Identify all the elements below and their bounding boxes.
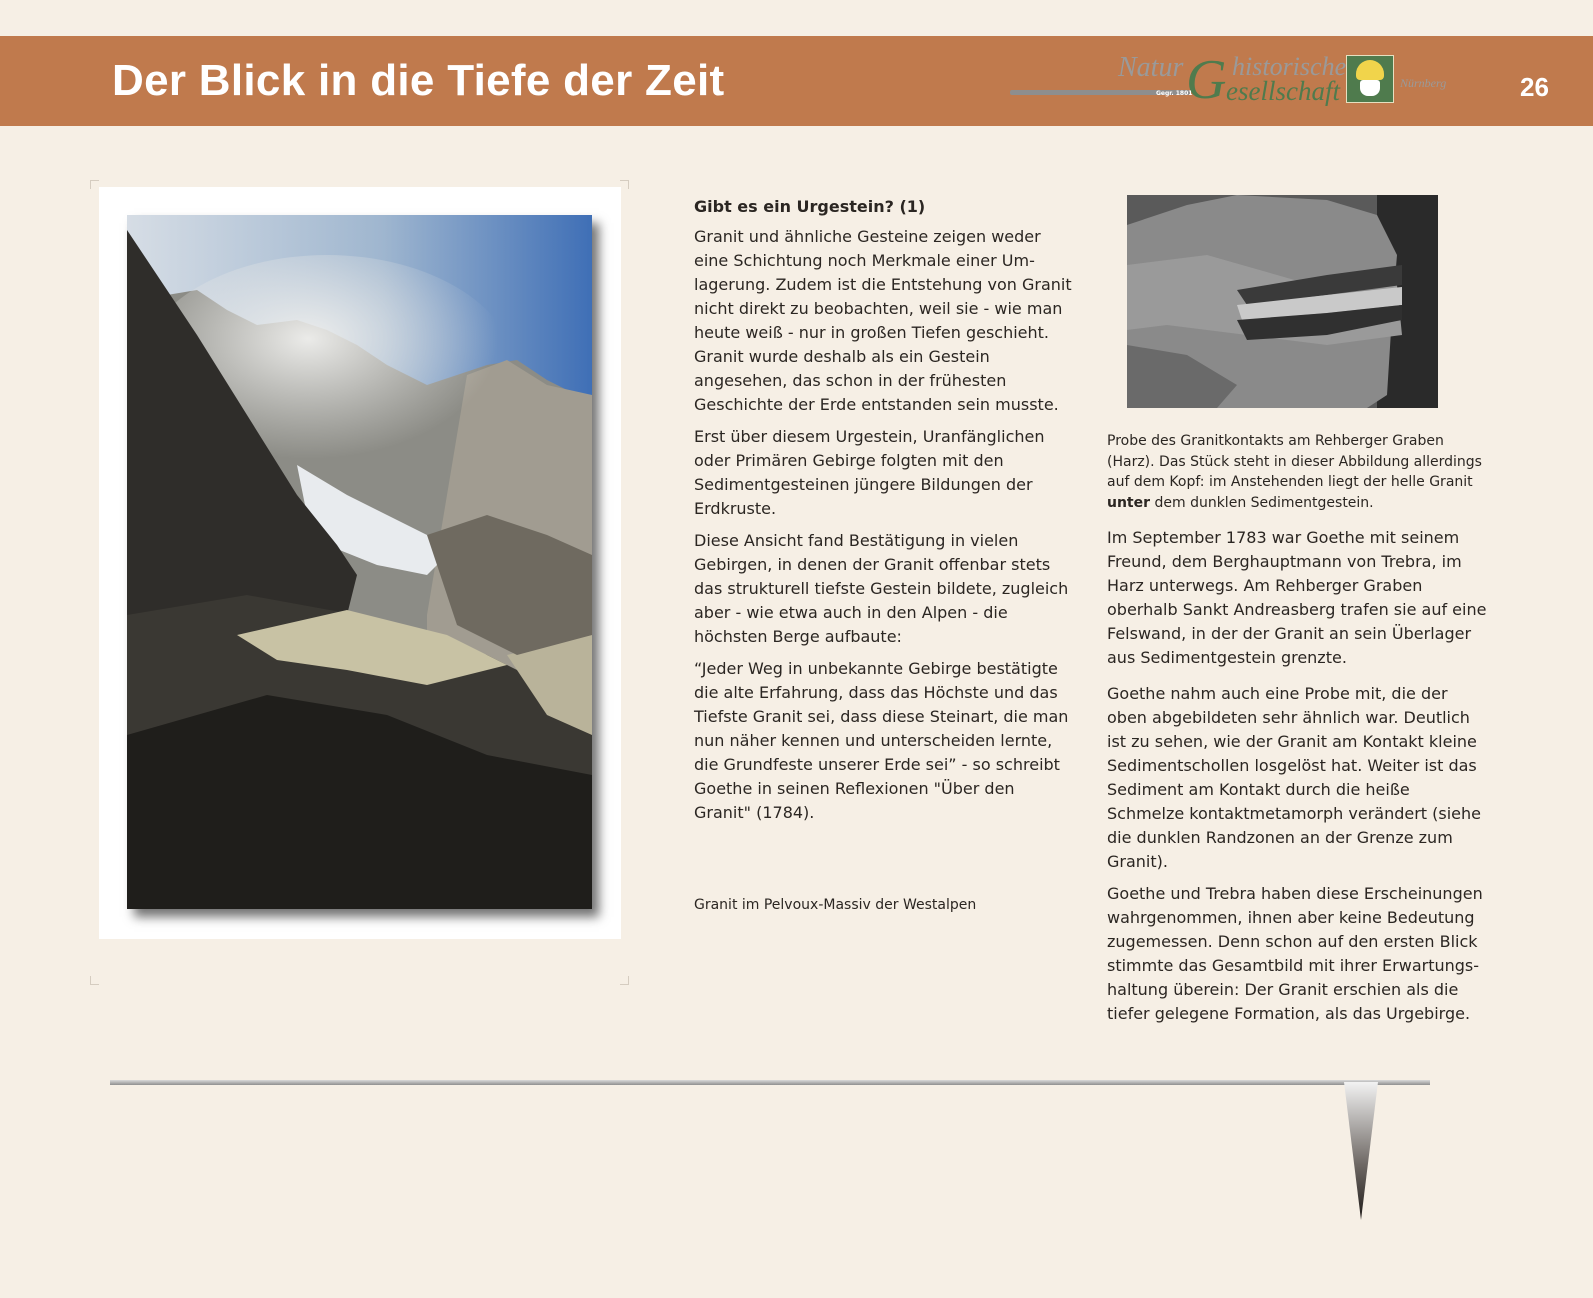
logo-g-letter: G <box>1186 49 1227 111</box>
logo-city: Nürnberg <box>1400 76 1447 90</box>
granite-sample-illustration <box>1127 195 1438 408</box>
rock-caption-text: dem dunklen Sedimentgestein. <box>1150 494 1374 511</box>
mountain-photo-caption: Granit im Pelvoux-Massiv der Westalpen <box>694 897 977 913</box>
crop-mark <box>90 180 99 189</box>
crop-mark <box>620 180 629 189</box>
middle-paragraph: Erst über diesem Urgestein, Uranfänglichen oder Primären Gebirge folgten mit den Sedimentgesteinen jüngere Bildungen der Erdkruste. <box>694 427 1045 518</box>
middle-paragraph: Granit und ähnliche Gesteine zeigen weder eine Schichtung noch Merkmale einer Um-lagerung. Zudem ist die Entstehung von Granit nicht direkt zu beobachten, weil sie - wie man heute weiß - nur in großen Tiefen geschieht. Granit wurde deshalb als ein Gestein angesehen, das schon in der frühesten Geschichte der Erde entstanden sein musste. <box>694 227 1072 414</box>
right-paragraph: Goethe nahm auch eine Probe mit, die der oben abgebildeten sehr ähnlich war. Deutlich ist zu sehen, wie der Granit am Kontakt kleine Sedimentschollen losgelöst hat. Weiter ist das Sediment am Kontakt durch die heiße Schmelze kontaktmetamorph verändert (siehe die dunklen Randzonen an der Grenze zum Granit). <box>1107 684 1482 871</box>
middle-column <box>694 195 1074 833</box>
goethe-quote: “Jeder Weg in unbekannte Gebirge bestätigte die alte Erfahrung, dass das Höchste und das Tiefste Granit sei, dass diese Steinart, die man nun näher kennen und unterscheiden lernte, die Grundfeste unserer Erde sei” - so schreibt Goethe in seinen Reflexionen "Über den Granit" (1784). <box>694 659 1069 822</box>
crop-mark <box>620 976 629 985</box>
logo-historische: historische <box>1232 52 1347 81</box>
rock-caption <box>1107 431 1492 513</box>
mountain-illustration <box>127 215 592 909</box>
logo-emblem-icon <box>1346 55 1394 103</box>
depth-spike-icon <box>1343 1082 1379 1226</box>
rock-caption-text: Probe des Granitkontakts am Rehberger Graben (Harz). Das Stück steht in dieser Abbildung allerdings auf dem Kopf: im Anstehenden liegt der helle Granit <box>1107 433 1482 490</box>
page-number: 26 <box>1520 72 1549 102</box>
middle-paragraph: Diese Ansicht fand Bestätigung in vielen Gebirgen, in denen der Granit offenbar stets das strukturell tiefste Gestein bildete, zugleich aber - wie etwa auch in den Alpen - die höchsten Berge aufbaute: <box>694 531 1069 646</box>
logo-founded: Gegr. 1801 <box>1156 90 1193 97</box>
rock-caption-emphasis: unter <box>1107 494 1151 511</box>
page-title: Der Blick in die Tiefe der Zeit <box>112 56 725 105</box>
header-band <box>0 36 1593 126</box>
right-column <box>1107 526 1492 1034</box>
logo-natur: Natur <box>1118 52 1184 83</box>
emblem-flower <box>1356 60 1384 80</box>
mountain-photo <box>127 215 592 909</box>
emblem-pot <box>1360 80 1380 96</box>
right-paragraph: Im September 1783 war Goethe mit seinem Freund, dem Berghauptmann von Trebra, im Harz unterwegs. Am Rehberger Graben oberhalb Sankt Andreasberg trafen sie auf eine Felswand, in der der Granit an sein Überlager aus Sedimentgestein grenzte. <box>1107 528 1487 667</box>
bottom-divider <box>110 1080 1430 1085</box>
crop-mark <box>90 976 99 985</box>
right-paragraph: Goethe und Trebra haben diese Erscheinungen wahrgenommen, ihnen aber keine Bedeutung zugemessen. Denn schon auf den ersten Blick stimmte das Gesamtbild mit ihrer Erwartungs-haltung überein: Der Granit erschien als die tiefer gelegene Formation, als das Urgebirge. <box>1107 884 1483 1023</box>
logo-gesellschaft: esellschaft <box>1226 76 1340 106</box>
society-logo <box>1010 50 1460 112</box>
granite-sample-photo <box>1127 195 1438 408</box>
section-heading: Gibt es ein Urgestein? (1) <box>694 197 926 216</box>
